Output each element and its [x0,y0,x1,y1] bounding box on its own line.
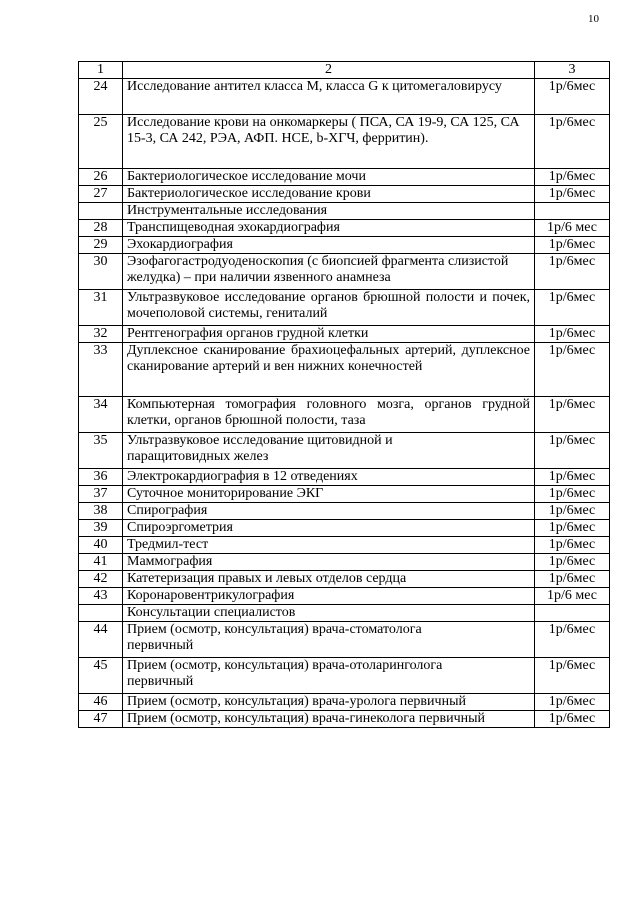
section-row [79,203,610,220]
table-row [79,554,610,571]
table-row [79,397,610,433]
table-row [79,433,610,469]
row-description: Бактериологическое исследование мочи [123,169,535,186]
row-description: Транспищеводная эхокардиография [123,220,535,237]
row-number: 30 [79,254,123,290]
row-frequency [535,203,610,220]
row-frequency: 1р/6мес [535,186,610,203]
row-frequency: 1р/6мес [535,79,610,115]
row-frequency: 1р/6 мес [535,220,610,237]
row-description-text: Ультразвуковое исследование щитовидной и паращитовидных желез [127,433,393,464]
row-description: Исследование антител класса M, класса G к цитомегаловирусу [123,79,535,115]
row-frequency [535,605,610,622]
row-description [123,622,535,658]
row-number: 37 [79,486,123,503]
row-frequency: 1р/6мес [535,537,610,554]
row-description: Эзофагогастродуоденоскопия (с биопсией фрагмента слизистой желудка) – при наличии язвенного анамнеза [123,254,535,290]
row-description-text: Прием (осмотр, консультация) врача-отоларинголога первичный [127,658,443,689]
row-number: 29 [79,237,123,254]
table-row [79,537,610,554]
row-number: 31 [79,290,123,326]
row-description-text: Прием (осмотр, консультация) врача-стоматолога первичный [127,622,422,653]
table-row [79,186,610,203]
table-row [79,588,610,605]
row-description: Коронаровентрикулография [123,588,535,605]
row-number: 34 [79,397,123,433]
section-title: Инструментальные исследования [123,203,535,220]
row-frequency: 1р/6мес [535,169,610,186]
row-frequency: 1р/6мес [535,554,610,571]
table-row [79,220,610,237]
row-description: Прием (осмотр, консультация) врача-гинеколога первичный [123,711,535,728]
row-frequency: 1р/6мес [535,571,610,588]
table-row [79,79,610,115]
row-number: 40 [79,537,123,554]
row-number [79,605,123,622]
row-frequency: 1р/6мес [535,237,610,254]
row-frequency: 1р/6 мес [535,588,610,605]
row-description [123,658,535,694]
row-number: 28 [79,220,123,237]
table-row [79,290,610,326]
row-frequency: 1р/6мес [535,326,610,343]
row-description: Маммография [123,554,535,571]
table-row [79,486,610,503]
row-description: Дуплексное сканирование брахиоцефальных артерий, дуплексное сканирование артерий и вен нижних конечностей [123,343,535,397]
row-description: Спироэргометрия [123,520,535,537]
section-row [79,605,610,622]
row-frequency: 1р/6мес [535,469,610,486]
table-row [79,658,610,694]
table-row [79,343,610,397]
table-row [79,469,610,486]
table-row [79,571,610,588]
row-number: 47 [79,711,123,728]
row-description: Эхокардиография [123,237,535,254]
page-number: 10 [588,13,599,25]
table-row [79,326,610,343]
row-description: Электрокардиография в 12 отведениях [123,469,535,486]
row-description: Прием (осмотр, консультация) врача-уролога первичный [123,694,535,711]
table-row [79,169,610,186]
row-frequency: 1р/6мес [535,290,610,326]
row-number: 32 [79,326,123,343]
row-frequency: 1р/6мес [535,622,610,658]
row-description: Бактериологическое исследование крови [123,186,535,203]
row-frequency: 1р/6мес [535,343,610,397]
row-number: 33 [79,343,123,397]
row-number [79,203,123,220]
table-row [79,694,610,711]
row-description [123,433,535,469]
row-frequency: 1р/6мес [535,503,610,520]
row-number: 36 [79,469,123,486]
row-description: Компьютерная томография головного мозга, органов грудной клетки, органов брюшной полости, таза [123,397,535,433]
row-number: 26 [79,169,123,186]
table-body [79,62,610,728]
header-row [79,62,610,79]
row-frequency: 1р/6мес [535,115,610,169]
table-row [79,254,610,290]
table-row [79,711,610,728]
row-frequency: 1р/6мес [535,520,610,537]
row-frequency: 1р/6мес [535,254,610,290]
row-frequency: 1р/6мес [535,658,610,694]
row-description: Ультразвуковое исследование органов брюшной полости и почек, мочеполовой системы, гениталий [123,290,535,326]
row-number: 27 [79,186,123,203]
row-frequency: 1р/6мес [535,486,610,503]
row-number: 44 [79,622,123,658]
table-row [79,115,610,169]
row-number: 43 [79,588,123,605]
row-number: 41 [79,554,123,571]
row-number: 35 [79,433,123,469]
header-col-description: 2 [123,62,535,79]
row-description: Катетеризация правых и левых отделов сердца [123,571,535,588]
table-row [79,237,610,254]
row-number: 46 [79,694,123,711]
table-row [79,520,610,537]
table-row [79,622,610,658]
table-row [79,503,610,520]
row-description-text: Исследование крови на онкомаркеры ( ПСА, СА 19-9, СА 125, СА 15-3, СА 242, РЭА, АФП. НСЕ, b-ХГЧ, ферритин). [127,115,520,146]
row-description [123,115,535,169]
section-title: Консультации специалистов [123,605,535,622]
services-table [78,61,610,728]
row-number: 25 [79,115,123,169]
row-number: 24 [79,79,123,115]
row-description: Суточное мониторирование ЭКГ [123,486,535,503]
row-description: Рентгенография органов грудной клетки [123,326,535,343]
row-description: Тредмил-тест [123,537,535,554]
row-number: 42 [79,571,123,588]
row-number: 45 [79,658,123,694]
row-frequency: 1р/6мес [535,711,610,728]
header-col-number: 1 [79,62,123,79]
header-col-frequency: 3 [535,62,610,79]
row-number: 38 [79,503,123,520]
row-frequency: 1р/6мес [535,433,610,469]
row-frequency: 1р/6мес [535,397,610,433]
row-description: Спирография [123,503,535,520]
row-number: 39 [79,520,123,537]
row-frequency: 1р/6мес [535,694,610,711]
